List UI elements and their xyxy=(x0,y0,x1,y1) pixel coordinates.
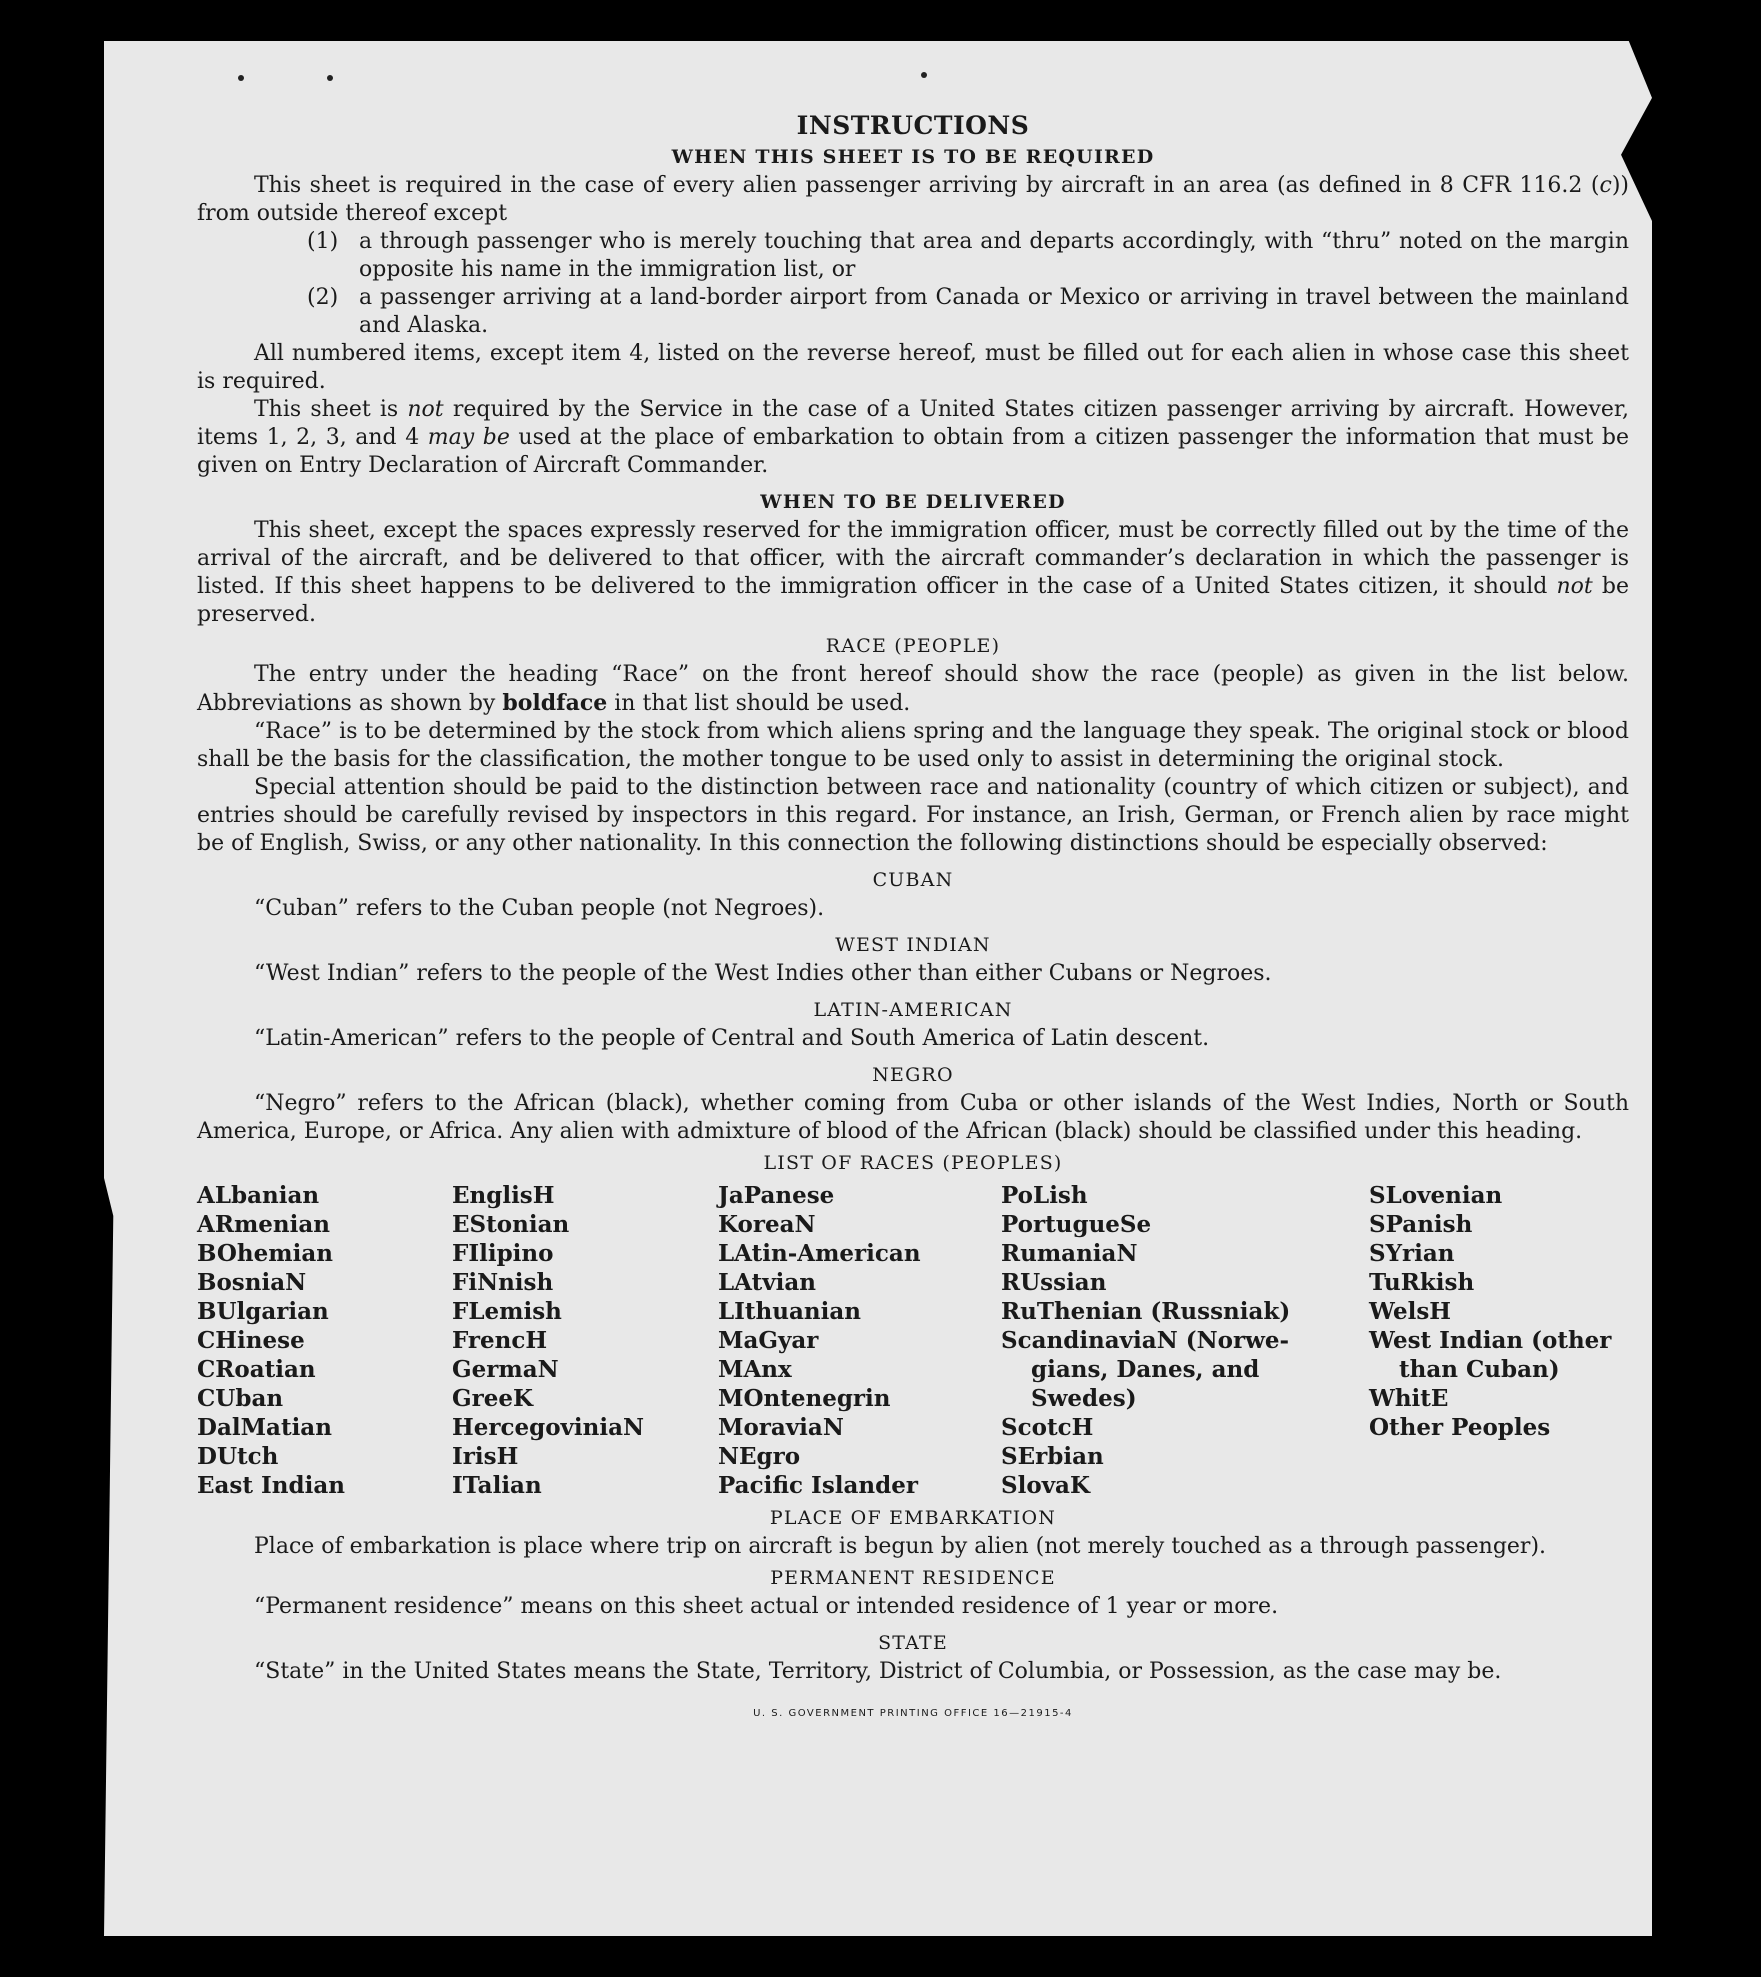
race-entry: JaPanese xyxy=(718,1182,835,1209)
heading-state: STATE xyxy=(878,1632,948,1654)
race-entry: EnglisH xyxy=(452,1182,555,1209)
race-entry: HercegoviniaN xyxy=(452,1414,645,1441)
heading-list-of-races: LIST OF RACES (PEOPLES) xyxy=(763,1152,1063,1174)
race-entry: RumaniaN xyxy=(1001,1240,1138,1267)
paragraph-state: “State” in the United States means the State, Territory, District of Columbia, or Possession, as the case may be. xyxy=(254,1659,1502,1684)
paragraph-delivered: This sheet, except the spaces expressly reserved for the immigration officer, must be correctly filled out by the time of the arrival of the aircraft, and be delivered to that officer, with the aircraft commander’s declaration in which the passenger is listed. If this sheet happens to be delivered to the immigration officer in the case of a United States citizen, it should not be preserved. xyxy=(197,518,1629,627)
race-entry: CRoatian xyxy=(197,1356,316,1383)
paragraph-required: This sheet is required in the case of every alien passenger arriving by aircraft in an area (as defined in 8 CFR 116.2 (c)) from outside thereof except xyxy=(197,173,1629,226)
heading-cuban: CUBAN xyxy=(872,869,954,891)
race-entry: FLemish xyxy=(452,1298,562,1325)
race-column xyxy=(718,1181,1001,1500)
race-entry: NEgro xyxy=(718,1443,801,1470)
paragraph-residence: “Permanent residence” means on this sheet actual or intended residence of 1 year or more. xyxy=(254,1594,1279,1619)
heading-when-delivered: WHEN TO BE DELIVERED xyxy=(760,491,1066,513)
race-entry: SlovaK xyxy=(1001,1472,1090,1499)
race-entry: Other Peoples xyxy=(1369,1414,1551,1441)
race-entry: CUban xyxy=(197,1385,284,1412)
race-entry: WhitE xyxy=(1369,1385,1449,1412)
race-entry: ScandinaviaN (Norwe- xyxy=(1001,1327,1290,1354)
paragraph-race-1: The entry under the heading “Race” on the front hereof should show the race (people) as given in the list below. Abbreviations as shown by boldface in that list should be used. xyxy=(197,662,1629,716)
printer-imprint: U. S. GOVERNMENT PRINTING OFFICE 16—21915-4 xyxy=(753,1708,1073,1719)
race-entry: LIthuanian xyxy=(718,1298,861,1325)
race-entry: SErbian xyxy=(1001,1443,1104,1470)
race-entry: WelsH xyxy=(1369,1298,1452,1325)
race-entry: gians, Danes, and xyxy=(1031,1356,1260,1383)
exception-item: (1) a through passenger who is merely touching that area and departs accordingly, with “thru” noted on the margin opposite his name in the immigration list, or xyxy=(307,229,1629,282)
race-entry: DUtch xyxy=(197,1443,279,1470)
race-entry: SPanish xyxy=(1369,1211,1473,1238)
race-entry: MaGyar xyxy=(718,1327,819,1354)
race-entry: SYrian xyxy=(1369,1240,1455,1267)
race-column xyxy=(1001,1181,1369,1500)
race-entry: PortugueSe xyxy=(1001,1211,1152,1238)
paragraph-west-indian: “West Indian” refers to the people of the West Indies other than either Cubans or Negroes. xyxy=(254,961,1272,986)
race-entry: BUlgarian xyxy=(197,1298,329,1325)
race-entry: BosniaN xyxy=(197,1269,307,1296)
race-entry: RuThenian (Russniak) xyxy=(1001,1298,1291,1325)
race-entry: KoreaN xyxy=(718,1211,816,1238)
race-entry: IrisH xyxy=(452,1443,519,1470)
race-entry: Swedes) xyxy=(1031,1385,1137,1412)
race-entry: LAtvian xyxy=(718,1269,816,1296)
paragraph-negro: “Negro” refers to the African (black), whether coming from Cuba or other islands of the West Indies, North or South America, Europe, or Africa. Any alien with admixture of blood of the African (black) should be classified under this heading. xyxy=(197,1091,1629,1144)
race-entry: EStonian xyxy=(452,1211,570,1238)
race-entry: MoraviaN xyxy=(718,1414,844,1441)
race-entry: West Indian (other xyxy=(1369,1327,1612,1354)
race-entry: DalMatian xyxy=(197,1414,332,1441)
paragraph-citizen: This sheet is not required by the Service in the case of a United States citizen passenger arriving by aircraft. However, items 1, 2, 3, and 4 may be used at the place of embarkation to obtain from a citizen passenger the information that must be given on Entry Declaration of Aircraft Commander. xyxy=(197,397,1629,478)
page-title: INSTRUCTIONS xyxy=(796,111,1030,140)
race-entry: GreeK xyxy=(452,1385,534,1412)
race-entry: Pacific Islander xyxy=(718,1472,918,1499)
race-entry: MAnx xyxy=(718,1356,792,1383)
instructions-content xyxy=(197,108,1629,1888)
heading-residence: PERMANENT RESIDENCE xyxy=(770,1567,1056,1589)
race-entry: FIlipino xyxy=(452,1240,554,1267)
paragraph-latin-american: “Latin-American” refers to the people of Central and South America of Latin descent. xyxy=(254,1026,1210,1051)
race-entry: RUssian xyxy=(1001,1269,1107,1296)
heading-race: RACE (PEOPLE) xyxy=(825,635,1001,657)
race-entry: BOhemian xyxy=(197,1240,333,1267)
race-list xyxy=(197,1181,1629,1500)
race-entry: than Cuban) xyxy=(1399,1356,1560,1383)
paragraph-numbered-items: All numbered items, except item 4, listed on the reverse hereof, must be filled out for each alien in whose case this sheet is required. xyxy=(197,341,1629,394)
paragraph-race-2: “Race” is to be determined by the stock from which aliens spring and the language they speak. The original stock or blood shall be the basis for the classification, the mother tongue to be used only to assist in determining the original stock. xyxy=(197,719,1629,772)
race-entry: SLovenian xyxy=(1369,1182,1503,1209)
punch-mark xyxy=(327,75,333,81)
race-entry: GermaN xyxy=(452,1356,559,1383)
race-entry: CHinese xyxy=(197,1327,305,1354)
race-column xyxy=(452,1181,718,1500)
race-column xyxy=(1369,1181,1624,1500)
heading-negro: NEGRO xyxy=(872,1064,954,1086)
punch-mark xyxy=(238,75,244,81)
paragraph-cuban: “Cuban” refers to the Cuban people (not Negroes). xyxy=(254,896,825,921)
race-entry: ARmenian xyxy=(197,1211,331,1238)
race-column xyxy=(197,1181,452,1500)
heading-latin-american: LATIN-AMERICAN xyxy=(813,999,1013,1021)
race-entry: MOntenegrin xyxy=(718,1385,891,1412)
race-entry: East Indian xyxy=(197,1472,345,1499)
heading-embarkation: PLACE OF EMBARKATION xyxy=(769,1507,1057,1529)
heading-west-indian: WEST INDIAN xyxy=(835,934,991,956)
race-entry: TuRkish xyxy=(1369,1269,1475,1296)
race-entry: FrencH xyxy=(452,1327,548,1354)
paragraph-race-3: Special attention should be paid to the distinction between race and nationality (country of which citizen or subject), and entries should be carefully revised by inspectors in this regard. For instance, an Irish, German, or French alien by race might be of English, Swiss, or any other nationality. In this connection the following distinctions should be especially observed: xyxy=(197,775,1629,856)
race-entry: PoLish xyxy=(1001,1182,1088,1209)
heading-when-required: WHEN THIS SHEET IS TO BE REQUIRED xyxy=(671,146,1155,168)
punch-mark xyxy=(921,72,927,78)
race-entry: ITalian xyxy=(452,1472,542,1499)
paragraph-embarkation: Place of embarkation is place where trip on aircraft is begun by alien (not merely touched as a through passenger). xyxy=(254,1534,1547,1559)
exception-item: (2) a passenger arriving at a land-border airport from Canada or Mexico or arriving in travel between the mainland and Alaska. xyxy=(307,285,1629,338)
race-entry: ScotcH xyxy=(1001,1414,1094,1441)
race-entry: FiNnish xyxy=(452,1269,554,1296)
race-entry: LAtin-American xyxy=(718,1240,921,1267)
race-entry: ALbanian xyxy=(197,1182,320,1209)
